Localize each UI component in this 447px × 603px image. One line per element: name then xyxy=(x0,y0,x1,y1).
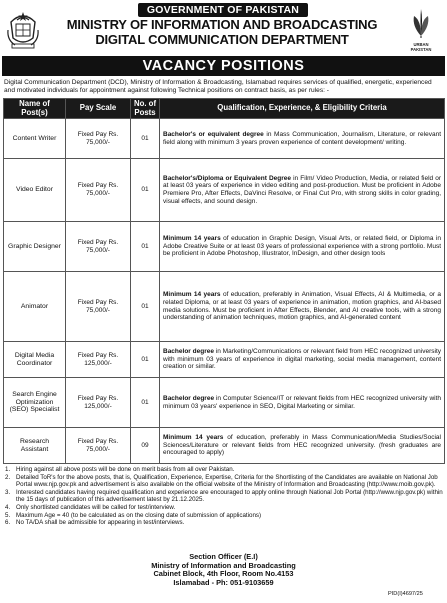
post-name: Graphic Designer xyxy=(4,222,66,272)
list-item xyxy=(4,512,444,520)
qualification-highlight: Bachelor's or equivalent degree xyxy=(163,130,264,138)
note-number: 1. xyxy=(5,466,11,473)
qualification xyxy=(160,119,445,159)
pay-scale: Fixed Pay Rs. 75,000/- xyxy=(66,428,131,464)
header-post: Name of Post(s) xyxy=(4,99,66,119)
note-text: Maximum Age = 40 (to be calculated as on the closing date of submission of applications) xyxy=(16,511,262,519)
qualification-text: in Marketing/Communications or relevant field from HEC recognized university with minimum 03 years of experience in digital marketing, social media management, content creation or similar. xyxy=(163,348,442,371)
note-text: Detailed ToR's for the above posts, that is, Qualification, Experience, Expertise, Criteria for the Shortlisting of the Candidates are available on National Job Portal www.njp.gov.pk and advertisement is also available on the official website of the Ministry of Information and Broadcasting (http://www.moib.gov.pk). xyxy=(16,473,438,489)
ministry-title: MINISTRY OF INFORMATION AND BROADCASTING xyxy=(66,17,378,32)
qualification-text: in Film/ Video Production, Media, or related field or at least 03 years of experience in video editing and post-production. Must be proficient in Adobe Premiere Pro, After Effects, DaVinci Resolve, or Final Cut Pro, with strong skills in color grading, visual effects, and sound design. xyxy=(163,174,441,205)
qualification-highlight: Bachelor degree xyxy=(163,348,214,356)
qualification-text: of education in Graphic Design, Visual Arts, or related field, or Diploma in Adobe Creative Suite or at least 03 years of professional experience with a strong portfolio. Must be proficient in Adobe Photoshop, Illustrator, InDesign, and other design tools xyxy=(163,235,441,258)
footer-officer: Section Officer (E.I) xyxy=(189,552,258,561)
qualification-highlight: Bachelor degree xyxy=(163,394,215,402)
post-count: 01 xyxy=(131,119,160,159)
qualification xyxy=(160,342,445,378)
post-name: Digital Media Coordinator xyxy=(4,342,66,378)
qualification-text: in Computer Science/IT or relevant fields from HEC recognized university with minimum 03 years' experience in SEO, Digital Marketing or similar. xyxy=(163,394,442,410)
list-item xyxy=(4,519,444,527)
header-pay: Pay Scale xyxy=(66,99,131,119)
note-text: No TA/DA shall be admissible for appearing in test/interviews. xyxy=(16,519,185,527)
footer-address: Cabinet Block, 4th Floor, Room No.4153 xyxy=(153,569,294,579)
post-count: 09 xyxy=(131,428,160,464)
note-number: 3. xyxy=(5,488,11,496)
note-text: Hiring against all above posts will be done on merit basis from all over Pakistan. xyxy=(16,466,235,473)
note-number: 4. xyxy=(5,503,11,511)
post-count: 01 xyxy=(131,342,160,378)
header-qual: Qualification, Experience, & Eligibility Criteria xyxy=(160,99,445,119)
post-name: Search Engine Optimization (SEO) Specialist xyxy=(4,378,66,428)
qualification xyxy=(160,272,445,342)
qualification-text: of education, preferably in Mass Communication/Media Studies/Social Sciences/Literature or relevant fields from HEC recognized university. (fresh graduates are encouraged to apply) xyxy=(163,434,441,457)
qualification xyxy=(160,222,445,272)
note-text: Interested candidates having required qualification and experience are encouraged to apply online through National Job Portal (http://www.njp.gov.pk) within the 15 days of publication of this advertisement latest by 21.12.2025. xyxy=(16,488,443,504)
table-row xyxy=(4,378,445,428)
list-item xyxy=(4,466,444,474)
qualification xyxy=(160,378,445,428)
post-count: 01 xyxy=(131,272,160,342)
table-row xyxy=(4,119,445,159)
pay-scale: Fixed Pay Rs. 75,000/- xyxy=(66,222,131,272)
logo-text-line2: PAKISTAN xyxy=(410,46,432,52)
qualification-highlight: Minimum 14 years xyxy=(163,235,221,243)
table-row xyxy=(4,428,445,464)
post-name: Research Assistant xyxy=(4,428,66,464)
table-row xyxy=(4,159,445,222)
table-header-row xyxy=(4,99,445,119)
intro-paragraph: Digital Communication Department (DCD), Ministry of Information & Broadcasting, Islamabad requires services of qualified, energetic, experienced and motivated individuals for appointment against following Technical positions on contract basis, as per rules: - xyxy=(4,79,432,94)
pay-scale: Fixed Pay Rs. 125,000/- xyxy=(66,342,131,378)
qualification-highlight: Minimum 14 years xyxy=(163,434,224,442)
department-title: DIGITAL COMMUNICATION DEPARTMENT xyxy=(95,32,349,47)
note-number: 5. xyxy=(5,511,11,519)
note-number: 6. xyxy=(5,519,11,527)
vacancy-banner: VACANCY POSITIONS xyxy=(2,56,445,76)
table-row xyxy=(4,342,445,378)
urban-pakistan-logo xyxy=(398,6,444,54)
post-name: Animator xyxy=(4,272,66,342)
qualification-highlight: Bachelor's/Diploma or Equivalent Degree xyxy=(163,174,292,182)
table-row xyxy=(4,222,445,272)
qualification-text: in Mass Communication, Journalism, Literature, or relevant field along with minimum 3 years proven experience of content development/ writing. xyxy=(163,130,441,146)
list-item xyxy=(4,504,444,512)
contact-footer xyxy=(90,553,357,587)
vacancy-table xyxy=(3,98,445,464)
government-title-bar: GOVERNMENT OF PAKISTAN xyxy=(138,3,308,17)
header-no: No. of Posts xyxy=(131,99,160,119)
pay-scale: Fixed Pay Rs. 75,000/- xyxy=(66,272,131,342)
list-item xyxy=(4,489,444,504)
header xyxy=(0,0,447,58)
pid-number: PID(I)4697/25 xyxy=(388,591,423,597)
table-row xyxy=(4,272,445,342)
post-count: 01 xyxy=(131,378,160,428)
note-number: 2. xyxy=(5,473,11,481)
pay-scale: Fixed Pay Rs. 75,000/- xyxy=(66,159,131,222)
notes-section xyxy=(4,466,444,527)
pay-scale: Fixed Pay Rs. 75,000/- xyxy=(66,119,131,159)
government-emblem-icon xyxy=(5,8,41,50)
logo-text-line1: URBAN xyxy=(413,42,429,47)
post-name: Video Editor xyxy=(4,159,66,222)
list-item xyxy=(4,474,444,489)
urban-pakistan-logo-icon xyxy=(406,6,436,38)
note-text: Only shortlisted candidates will be called for test/interview. xyxy=(16,503,176,511)
qualification-highlight: Minimum 14 years xyxy=(163,291,221,299)
footer-ministry: Ministry of Information and Broadcasting xyxy=(151,560,296,570)
pay-scale: Fixed Pay Rs. 125,000/- xyxy=(66,378,131,428)
footer-phone: Islamabad - Ph: 051-9103659 xyxy=(173,577,274,587)
qualification-text: of education, preferably in Animation, Visual Effects, AI & Multimedia, or a related Diploma, or at least 03 years of experience in animation, motion graphics, and AI-based media solutions. Must be proficient in After Effects, Blender, and AI creative tools, with a strong understanding of animation techniques, motion graphics, and AI-generated content xyxy=(163,291,442,322)
post-count: 01 xyxy=(131,222,160,272)
post-name: Content Writer xyxy=(4,119,66,159)
qualification xyxy=(160,428,445,464)
qualification xyxy=(160,159,445,222)
post-count: 01 xyxy=(131,159,160,222)
